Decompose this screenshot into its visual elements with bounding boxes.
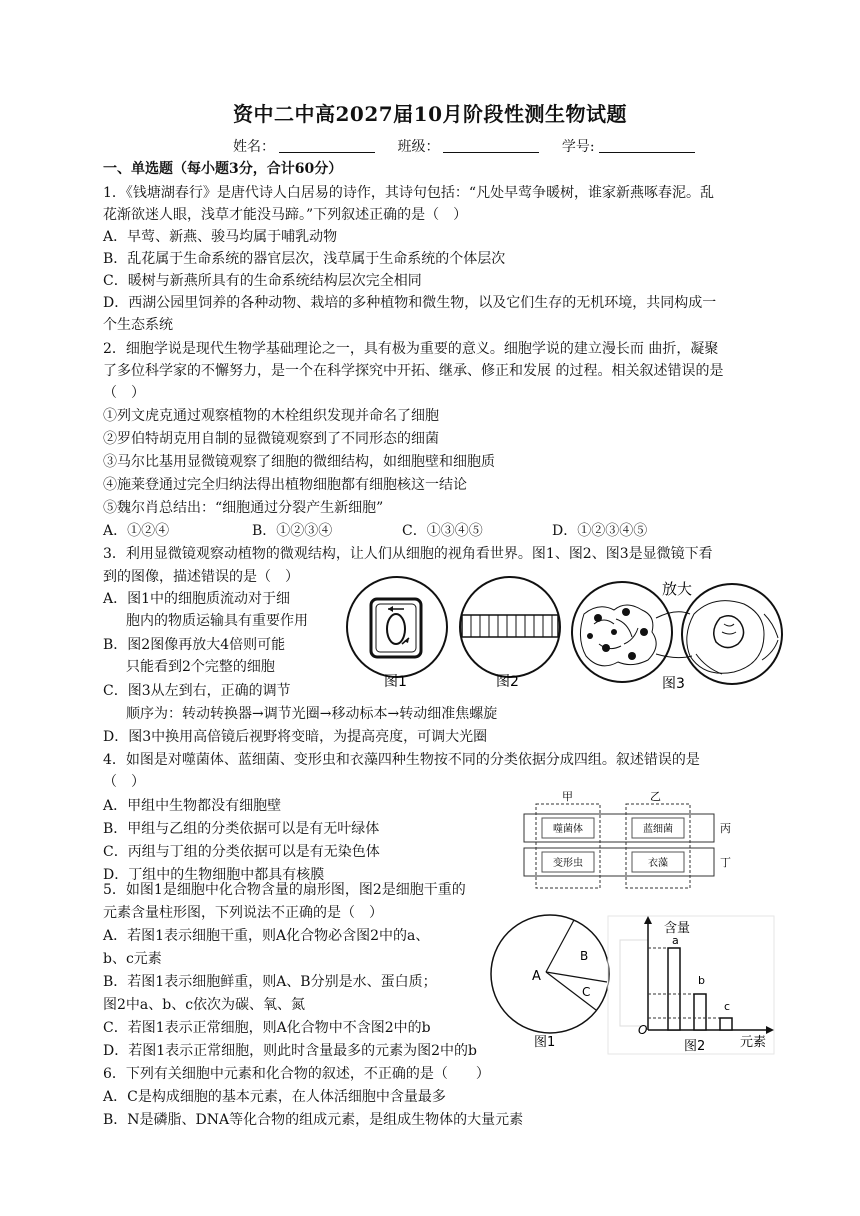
id-label: 学号: (561, 139, 595, 155)
student-info (233, 136, 713, 156)
q3-option-a-1: A．图1中的细胞质流动对于细 (103, 591, 291, 607)
class-label: 班级： (397, 139, 440, 155)
y-axis-arrow (644, 916, 652, 924)
q5-option-b-2: 图2中a、b、c依次为碳、氧、氮 (103, 997, 306, 1013)
group-jia-label: 甲 (562, 790, 573, 803)
bar-b (694, 994, 706, 1030)
q2-statement-1: ①列文虎克通过观察植物的木栓组织发现并命名了细胞 (103, 408, 439, 424)
group-bing-label: 丙 (720, 822, 731, 835)
fig3-zoom-text: 放大 (662, 580, 693, 598)
fig2-cell-row (460, 577, 560, 677)
bar-chart-origin: O (638, 1023, 648, 1037)
q2-statement-3: ③马尔比基用显微镜观察了细胞的微细结构，如细胞壁和细胞质 (103, 454, 495, 470)
q5-option-a-1: A．若图1表示细胞干重，则A化合物必含图2中的a、 (103, 928, 430, 944)
cell-chlamydomonas: 衣藻 (648, 858, 668, 869)
fig1-plant-cell (347, 577, 447, 677)
bar-chart-xlabel: 元素 (740, 1035, 767, 1050)
q3-option-b-1: B．图2图像再放大4倍则可能 (103, 637, 286, 653)
q3-figures (344, 574, 794, 696)
q3-stem-2: 到的图像，描述错误的是（ ） (103, 569, 299, 585)
name-label: 姓名： (233, 139, 275, 155)
class-blank[interactable] (443, 138, 539, 153)
q3-option-c-2: 顺序为：转动转换器→调节光圈→移动标本→转动细准焦螺旋 (126, 706, 498, 722)
group-yi-label: 乙 (650, 790, 661, 803)
cell-phage: 噬菌体 (553, 824, 583, 835)
q1-option-c: C．暖树与新燕所具有的生命系统结构层次完全相同 (103, 273, 422, 289)
bar-label-b: b (698, 974, 705, 987)
q5-fig2-label: 图2 (684, 1039, 706, 1054)
q2-option-d: D．①②③④⑤ (552, 523, 648, 539)
pie-label-a: A (532, 969, 541, 984)
q1-option-d-1: D．西湖公园里饲养的各种动物、栽培的多种植物和微生物，以及它们生存的无机环境，共同构成一 (103, 295, 717, 311)
fig3-label: 图3 (662, 676, 685, 692)
q5-option-b-1: B．若图1表示细胞鲜重，则A、B分别是水、蛋白质； (103, 974, 437, 990)
q5-stem-2: 元素含量柱形图，下列说法不正确的是（ ） (103, 905, 383, 921)
q6-stem: 6．下列有关细胞中元素和化合物的叙述，不正确的是（ ） (103, 1066, 490, 1082)
q3-stem-1: 3．利用显微镜观察动植物的微观结构，让人们从细胞的视角看世界。图1、图2、图3是显微镜下看 (103, 546, 713, 562)
q3-option-a-2: 胞内的物质运输具有重要作用 (126, 613, 308, 629)
q6-option-b: B．N是磷脂、DNA等化合物的组成元素，是组成生物体的大量元素 (103, 1112, 524, 1128)
q2-statement-4: ④施莱登通过完全归纳法得出植物细胞都有细胞核这一结论 (103, 477, 467, 493)
fig1-pie-chart (491, 915, 609, 1033)
q2-statement-5: ⑤魏尔肖总结出：“细胞通过分裂产生新细胞” (103, 500, 384, 516)
q1-option-d-2: 个生态系统 (103, 317, 173, 333)
section-heading: 一、单选题（每小题3分，合计60分） (103, 161, 343, 177)
q3-option-d: D．图3中换用高倍镜后视野将变暗，为提高亮度，可调大光圈 (103, 729, 488, 745)
q5-fig1-label: 图1 (534, 1035, 556, 1050)
fig2-label: 图2 (496, 674, 519, 690)
q4-stem-1: 4．如图是对噬菌体、蓝细菌、变形虫和衣藻四种生物按不同的分类依据分成四组。叙述错误的是 (103, 752, 700, 768)
q4-option-d: D．丁组中的生物细胞中都具有核膜 (103, 867, 325, 883)
bar-chart-ylabel: 含量 (664, 921, 691, 936)
q4-classification-figure (522, 788, 744, 892)
q2-stem-1: 2．细胞学说是现代生物学基础理论之一，具有极为重要的意义。细胞学说的建立漫长而 曲折，凝聚 (103, 341, 719, 357)
q5-figures (488, 912, 778, 1060)
q4-stem-2: （ ） (103, 774, 145, 790)
page-title: 资中二中高2027届10月阶段性测生物试题 (233, 102, 627, 126)
q2-stem-3: （ ） (103, 385, 145, 401)
cell-cyanobacteria: 蓝细菌 (643, 824, 673, 835)
q2-option-b: B．①②③④ (252, 523, 333, 539)
q2-statement-2: ②罗伯特胡克用自制的显微镜观察到了不同形态的细菌 (103, 431, 439, 447)
id-blank[interactable] (599, 138, 695, 153)
cell-amoeba: 变形虫 (553, 858, 583, 869)
q5-stem-1: 5．如图1是细胞中化合物含量的扇形图，图2是细胞干重的 (103, 882, 466, 898)
pie-label-c: C (582, 985, 591, 999)
q1-option-a: A．早莺、新燕、骏马均属于哺乳动物 (103, 229, 338, 245)
pie-label-b: B (580, 949, 589, 963)
q4-option-b: B．甲组与乙组的分类依据可以是有无叶绿体 (103, 821, 380, 837)
q1-stem-1: 1．《钱塘湖春行》是唐代诗人白居易的诗作，其诗句包括：“凡处早莺争暖树，谁家新燕啄春泥。乱 (103, 185, 715, 201)
fig1-label: 图1 (384, 674, 407, 690)
q1-stem-2: 花渐欲迷人眼，浅草才能没马蹄。”下列叙述正确的是（ ） (103, 207, 468, 223)
name-blank[interactable] (279, 138, 375, 153)
q3-option-b-2: 只能看到2个完整的细胞 (126, 659, 275, 675)
x-axis-arrow (766, 1026, 774, 1034)
q5-option-c: C．若图1表示正常细胞，则A化合物中不含图2中的b (103, 1020, 431, 1036)
q5-option-d: D．若图1表示正常细胞，则此时含量最多的元素为图2中的b (103, 1043, 477, 1059)
q4-option-a: A．甲组中生物都没有细胞壁 (103, 798, 282, 814)
q2-option-c: C．①③④⑤ (402, 523, 483, 539)
bar-label-a: a (672, 934, 679, 947)
q5-option-a-2: b、c元素 (103, 951, 162, 967)
q2-option-a: A．①②④ (103, 523, 170, 539)
q4-option-c: C．丙组与丁组的分类依据可以是有无染色体 (103, 844, 380, 860)
q1-option-b: B．乱花属于生命系统的器官层次，浅草属于生命系统的个体层次 (103, 251, 506, 267)
group-ding-label: 丁 (720, 856, 731, 869)
q6-option-a: A．C是构成细胞的基本元素，在人体活细胞中含量最多 (103, 1089, 446, 1105)
q3-option-c-1: C．图3从左到右，正确的调节 (103, 683, 291, 699)
bar-label-c: c (724, 1000, 731, 1013)
q2-stem-2: 了多位科学家的不懈努力，是一个在科学探究中开拓、继承、修正和发展 的过程。相关叙述错误的是 (103, 363, 724, 379)
bar-c (720, 1018, 732, 1030)
